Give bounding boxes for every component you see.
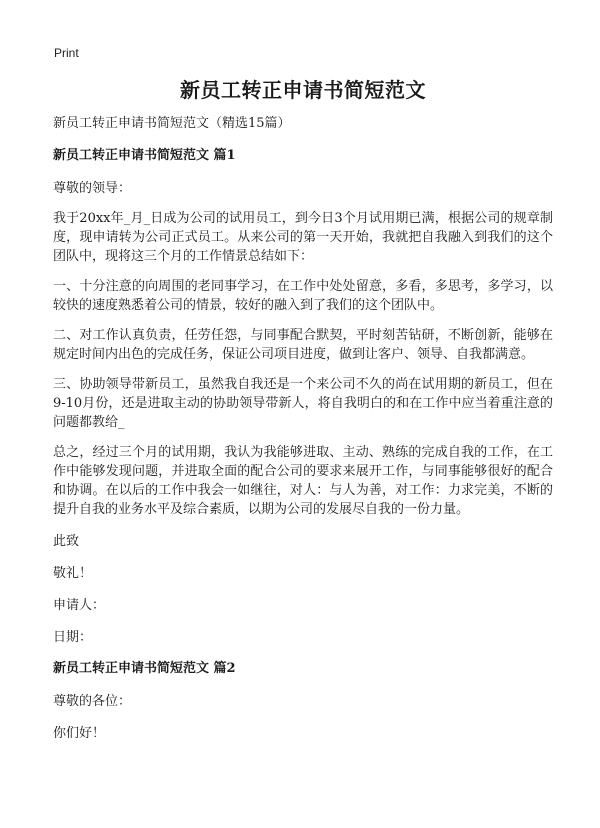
closing-text: 此致 bbox=[53, 534, 80, 549]
body-paragraph: 总之，经过三个月的试用期，我认为我能够进取、主动、熟练的完成自我的工作，在工作中能够发现问题，并进取全面的配合公司的要求来展开工作，与同事能够很好的配合和协调。在以后的工作中我会一如继往，对人：与人为善，对工作：力求完美，不断的提升自我的业务水平及综合素质，以期为公司的发展尽自我的一份力量。 bbox=[53, 445, 553, 517]
page-title: 新员工转正申请书简短范文 bbox=[180, 78, 426, 102]
body-paragraph: 一、十分注意的向周围的老同事学习，在工作中处处留意，多看，多思考，多学习，以较快的速度熟悉着公司的情景，较好的融入到了我们的这个团队中。 bbox=[53, 279, 553, 313]
body-paragraph: 三、协助领导带新员工，虽然我自我还是一个来公司不久的尚在试用期的新员工，但在9-10月份，还是进取主动的协助领导带新人，将自我明白的和在工作中应当着重注意的问题都教给_ bbox=[53, 377, 553, 430]
print-link[interactable]: Print bbox=[54, 46, 79, 60]
date-line: 日期： bbox=[53, 630, 93, 645]
section-heading-1: 新员工转正申请书简短范文 篇1 bbox=[53, 148, 236, 163]
greeting-text: 尊敬的领导： bbox=[53, 181, 132, 196]
body-paragraph: 二、对工作认真负责，任劳任怨，与同事配合默契，平时刻苦钻研，不断创新，能够在规定时间内出色的完成任务，保证公司项目进度，做到让客户、领导、自我都满意。 bbox=[53, 328, 553, 362]
applicant-line: 申请人： bbox=[53, 598, 106, 613]
greeting-text: 尊敬的各位： bbox=[53, 694, 132, 709]
section-heading-2: 新员工转正申请书简短范文 篇2 bbox=[53, 661, 236, 676]
salute-text: 敬礼！ bbox=[53, 566, 93, 581]
opening-text: 你们好！ bbox=[53, 726, 106, 741]
body-paragraph: 我于20xx年_月_日成为公司的试用员工，到今日3个月试用期已满，根据公司的规章制度，现申请转为公司正式员工。从来公司的第一天开始，我就把自我融入到我们的这个团队中，现将这三个月的工作情景总结如下： bbox=[53, 211, 553, 264]
document-subtitle: 新员工转正申请书简短范文（精选15篇） bbox=[53, 116, 291, 131]
